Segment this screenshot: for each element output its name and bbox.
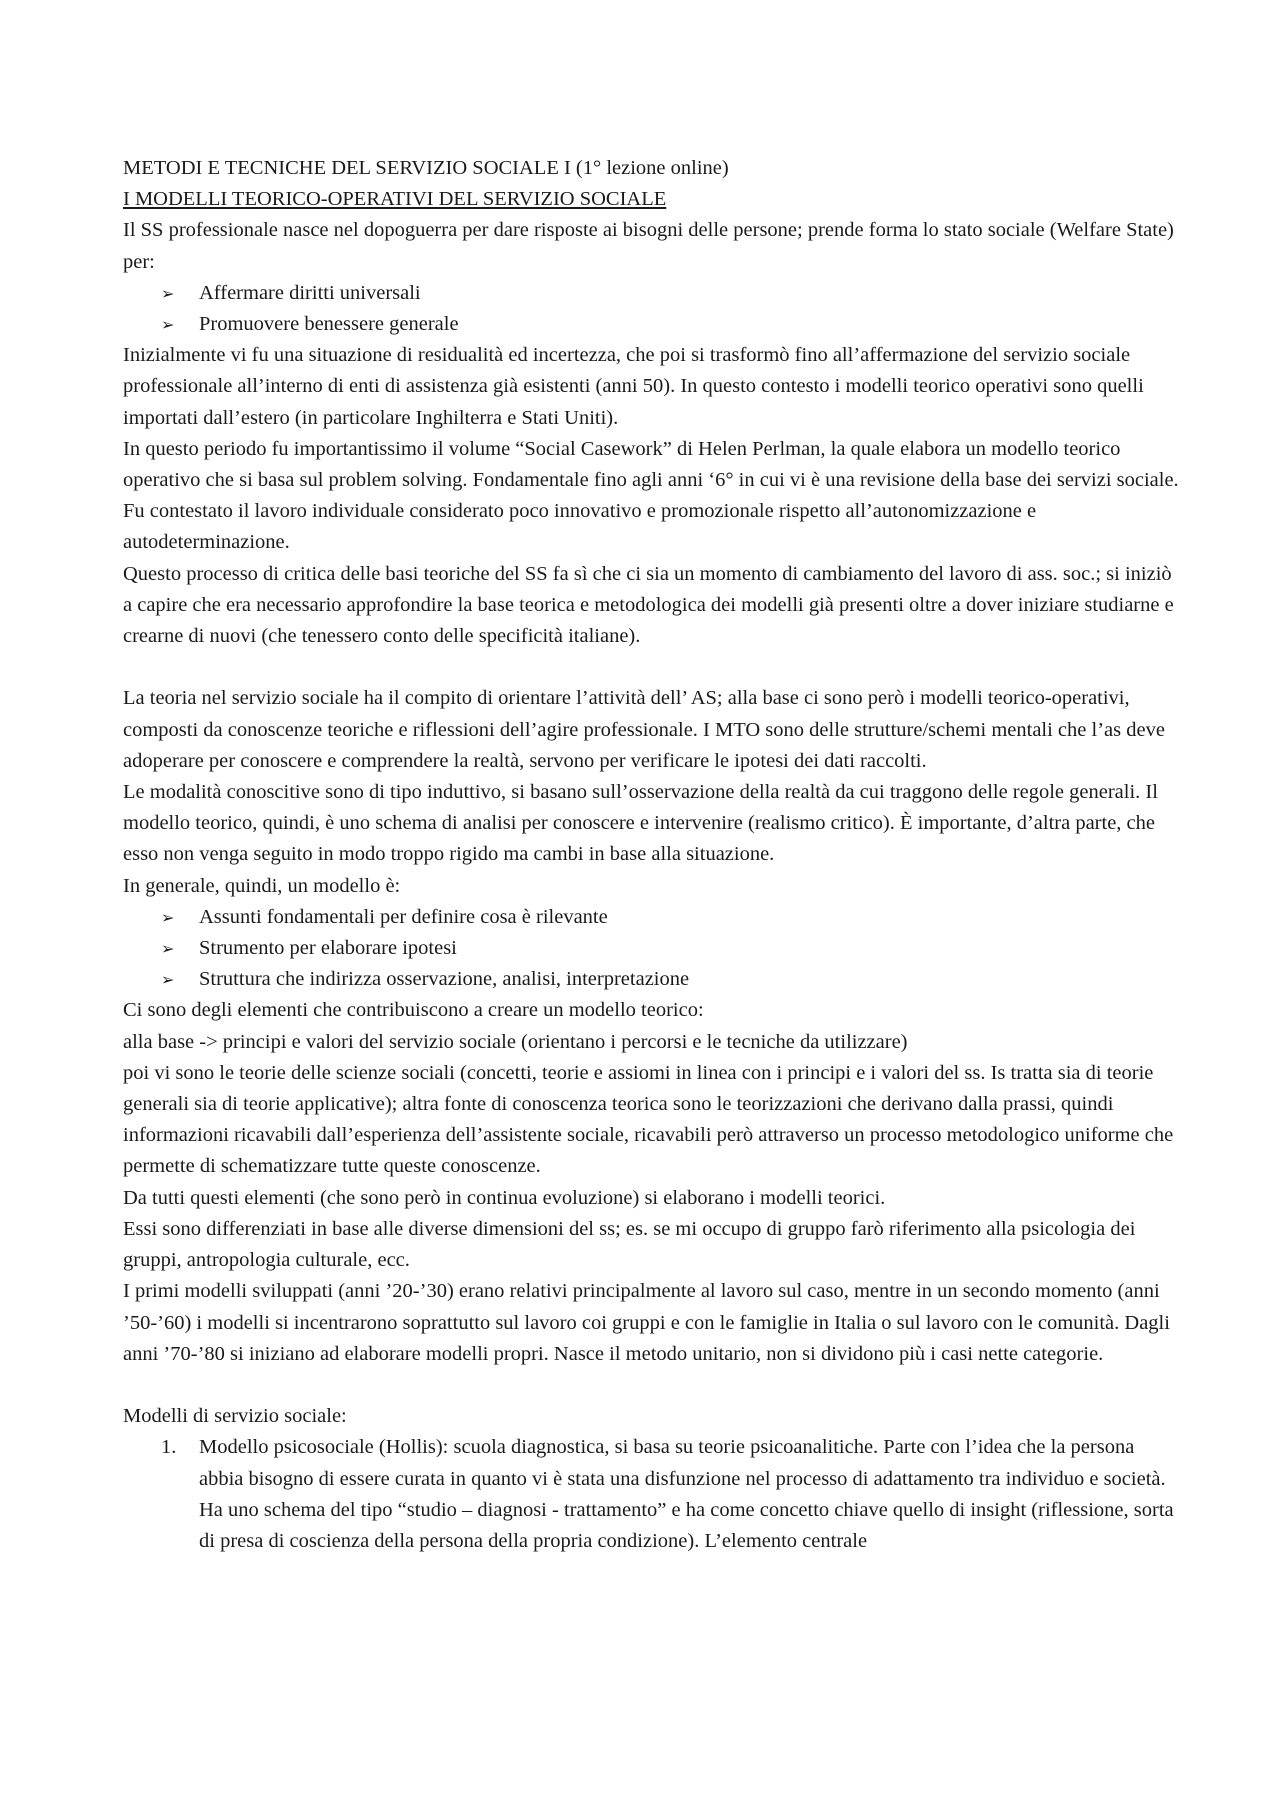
paragraph: In questo periodo fu importantissimo il volume “Social Casework” di Helen Perlman, la quale elabora un modello teorico operativo che si basa sul problem solving. Fondamentale fino agli anni ‘6° in cui vi è una revisione della base dei servizi sociale. Fu contestato il lavoro individuale considerato poco innovativo e promozionale rispetto all’autonomizzazione e autodeterminazione. (123, 437, 1179, 554)
intro-paragraph: Il SS professionale nasce nel dopoguerra per dare risposte ai bisogni delle persone; prende forma lo stato sociale (Welfare State) per: (123, 219, 1174, 273)
paragraph: Le modalità conoscitive sono di tipo induttivo, si basano sull’osservazione della realtà da cui traggono delle regole generali. Il modello teorico, quindi, è uno schema di analisi per conoscere e intervenire (realismo critico). È importante, d’altra parte, che esso non venga seguito in modo troppo rigido ma cambi in base alla situazione. (123, 781, 1158, 866)
models-list (123, 1432, 1183, 1557)
arrow-bullet-icon: ➢ (161, 315, 175, 335)
paragraph: Questo processo di critica delle basi teoriche del SS fa sì che ci sia un momento di cambiamento del lavoro di ass. soc.; si iniziò a capire che era necessario approfondire la base teorica e metodologica dei modelli già presenti oltre a dover iniziare studiarne e crearne di nuovi (che tenessero conto delle specificità italiane). (123, 562, 1174, 648)
model-traits-list (123, 902, 1183, 996)
paragraph: In generale, quindi, un modello è: (123, 874, 401, 897)
paragraph: Da tutti questi elementi (che sono però in continua evoluzione) si elaborano i modelli teorici. (123, 1186, 886, 1209)
arrow-bullet-icon: ➢ (161, 970, 175, 990)
list-item: ➢ Promuovere benessere generale (199, 309, 1183, 340)
list-item: ➢ Assunti fondamentali per definire cosa è rilevante (199, 902, 1183, 933)
welfare-goals-list (123, 278, 1183, 340)
document-title: METODI E TECNICHE DEL SERVIZIO SOCIALE I (1° lezione online) (123, 157, 729, 179)
paragraph: poi vi sono le teorie delle scienze sociali (concetti, teorie e assiomi in linea con i principi e i valori del ss. Is tratta sia di teorie generali sia di teorie applicative); altra fonte di conoscenza teorica sono le teorizzazioni che derivano dalla prassi, quindi informazioni ricavabili dall’esperienza dell’assistente sociale, ricavabili però attraverso un processo metodologico uniforme che permette di schematizzare tutte queste conoscenze. (123, 1061, 1174, 1178)
paragraph: alla base -> principi e valori del servizio sociale (orientano i percorsi e le tecniche da utilizzare) (123, 1030, 908, 1053)
list-item: ➢ Strumento per elaborare ipotesi (199, 933, 1183, 964)
arrow-bullet-icon: ➢ (161, 907, 175, 927)
paragraph: Ci sono degli elementi che contribuiscono a creare un modello teorico: (123, 999, 704, 1022)
models-heading: Modelli di servizio sociale: (123, 1405, 347, 1428)
arrow-bullet-icon: ➢ (161, 283, 175, 303)
list-item: ➢ Affermare diritti universali (199, 278, 1183, 309)
arrow-bullet-icon: ➢ (161, 939, 175, 959)
list-number: 1. (161, 1436, 177, 1459)
paragraph: I primi modelli sviluppati (anni ’20-’30) erano relativi principalmente al lavoro sul caso, mentre in un secondo momento (anni ’50-’60) i modelli si incentrarono soprattutto sul lavoro coi gruppi e con le famiglie in Italia o sul lavoro con le comunità. Dagli anni ’70-’80 si iniziano ad elaborare modelli propri. Nasce il metodo unitario, non si dividono più i casi nette categorie. (123, 1280, 1170, 1365)
paragraph: Inizialmente vi fu una situazione di residualità ed incertezza, che poi si trasformò fino all’affermazione del servizio sociale professionale all’interno di enti di assistenza già esistenti (anni 50). In questo contesto i modelli teorico operativi sono quelli importati dall’estero (in particolare Inghilterra e Stati Uniti). (123, 344, 1144, 429)
blank-line (123, 652, 1183, 683)
blank-line (123, 1370, 1183, 1401)
section-title: I MODELLI TEORICO-OPERATIVI DEL SERVIZIO SOCIALE (123, 188, 667, 211)
list-item: ➢ Struttura che indirizza osservazione, analisi, interpretazione (199, 964, 1183, 995)
paragraph: La teoria nel servizio sociale ha il compito di orientare l’attività dell’ AS; alla base ci sono però i modelli teorico-operativi, composti da conoscenze teoriche e riflessioni dell’agire professionale. I MTO sono delle strutture/schemi mentali che l’as deve adoperare per conoscere e comprendere la realtà, servono per verificare le ipotesi dei dati raccolti. (123, 687, 1165, 772)
list-item (161, 1432, 1183, 1557)
paragraph: Essi sono differenziati in base alle diverse dimensioni del ss; es. se mi occupo di gruppo farò riferimento alla psicologia dei gruppi, antropologia culturale, ecc. (123, 1217, 1136, 1272)
document-page (123, 153, 1183, 1557)
model-description: Ha uno schema del tipo “studio – diagnosi - trattamento” e ha come concetto chiave quello di insight (riflessione, sorta di presa di coscienza della persona della propria condizione). L’elemento centrale (199, 1498, 1174, 1552)
model-description: Modello psicosociale (Hollis): scuola diagnostica, si basa su teorie psicoanalitiche. Parte con l’idea che la persona abbia bisogno di essere curata in quanto vi è stata una disfunzione nel processo di adattamento tra individuo e società. (199, 1436, 1166, 1490)
